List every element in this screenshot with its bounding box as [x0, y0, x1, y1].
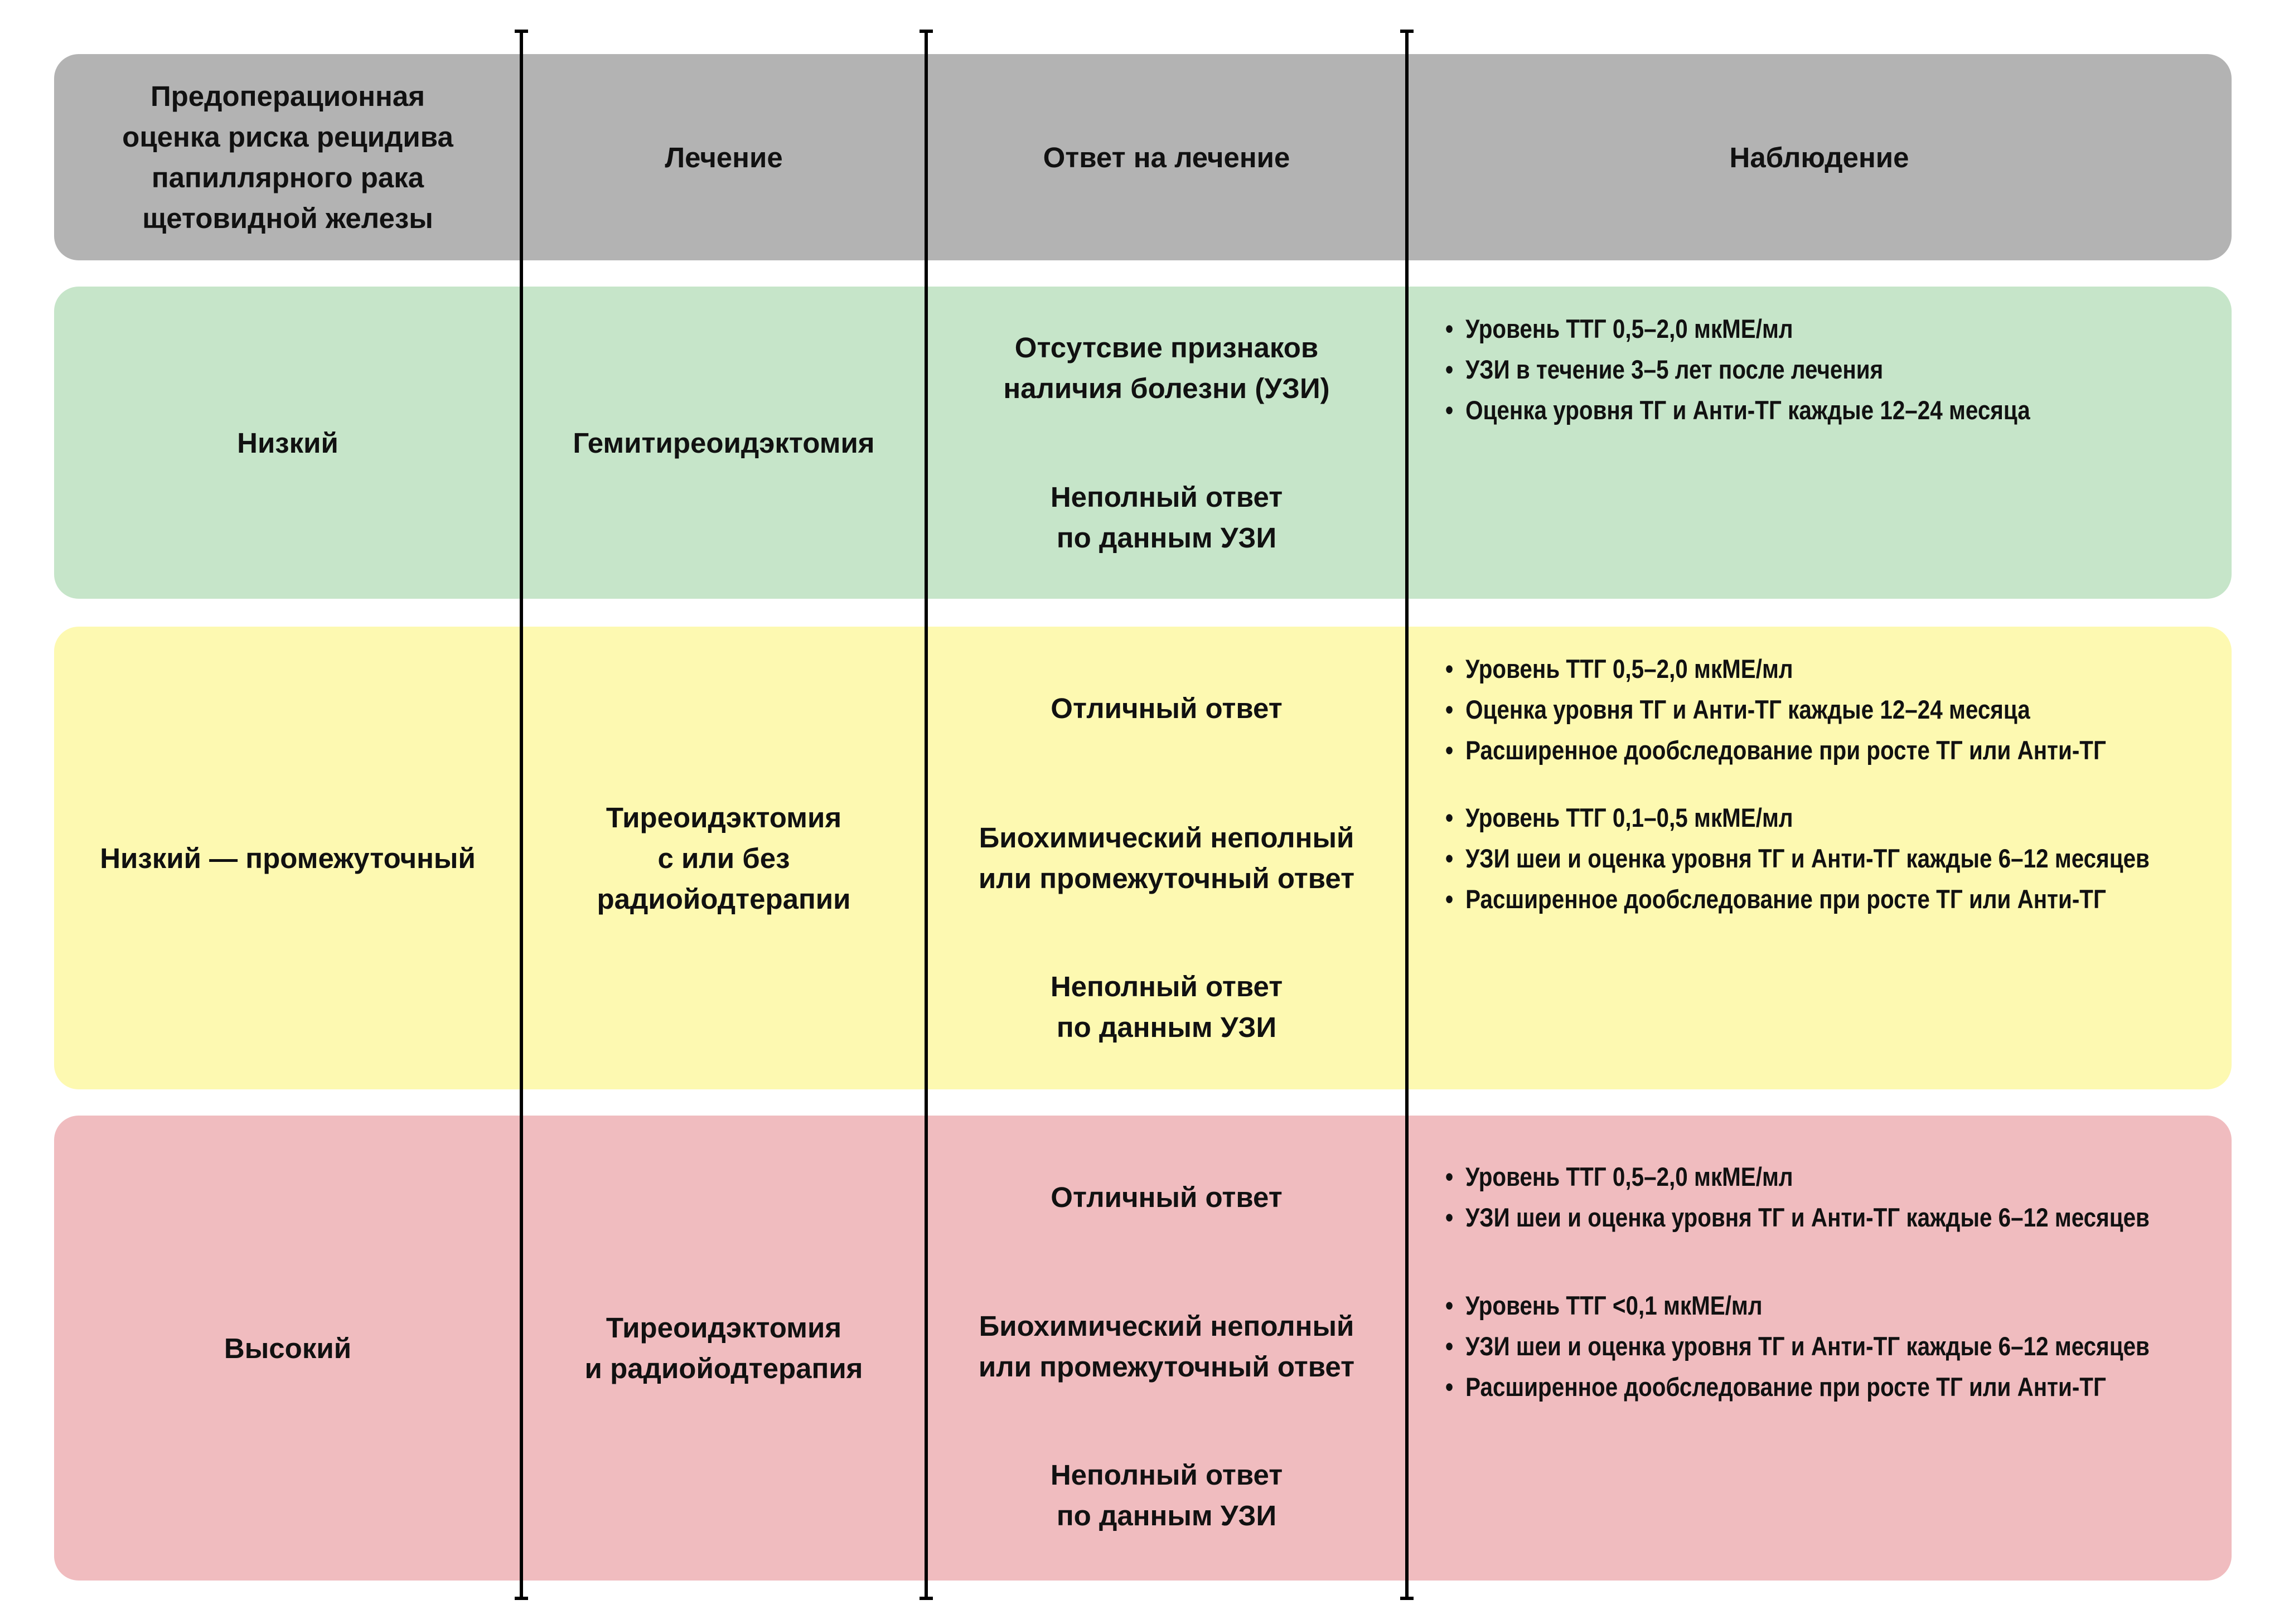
low-treatment-line: Гемитиреоидэктомия [573, 426, 875, 459]
observation-item: • УЗИ в течение 3–5 лет после лечения [1445, 355, 1884, 384]
observation-item: • УЗИ шеи и оценка уровня ТГ и Анти-ТГ каждые 6–12 месяцев [1445, 843, 2150, 873]
low-response-structural-incomplete [926, 477, 1407, 558]
treatment-line: радиойодтерапии [597, 883, 851, 915]
response-line: Отсутсвие признаков [1014, 332, 1319, 363]
treatment-line: Тиреоидэктомия [606, 1312, 842, 1344]
header-risk-line: щетовидной железы [142, 202, 433, 234]
response-line: наличия болезни (УЗИ) [1003, 372, 1330, 404]
high-risk-label-cell [54, 1116, 521, 1581]
treatment-line: Тиреоидэктомия [606, 801, 842, 833]
high-observation-group-2 [1445, 1285, 2150, 1407]
observation-item: • УЗИ шеи и оценка уровня ТГ и Анти-ТГ каждые 6–12 месяцев [1445, 1203, 2150, 1232]
low-intermediate-treatment-cell [521, 627, 926, 1089]
observation-item: • УЗИ шеи и оценка уровня ТГ и Анти-ТГ каждые 6–12 месяцев [1445, 1331, 2150, 1361]
response-line: или промежуточный ответ [978, 1351, 1355, 1383]
high-response-biochemical [926, 1306, 1407, 1387]
high-response-excellent [926, 1177, 1407, 1218]
low-intermediate-risk-label-cell [54, 627, 521, 1089]
high-observation-group-1 [1445, 1156, 2150, 1238]
low-risk-label: Низкий [237, 426, 338, 459]
high-response-structural-incomplete [926, 1455, 1407, 1536]
response-line: Отличный ответ [1051, 1181, 1283, 1213]
observation-item: • Уровень ТТГ <0,1 мкМЕ/мл [1445, 1291, 1763, 1320]
mid-response-structural-incomplete [926, 966, 1407, 1048]
low-observation-group-1 [1445, 308, 2117, 430]
treatment-line: и радиойодтерапия [584, 1352, 863, 1384]
column-divider-1 [520, 30, 523, 1600]
column-divider-3 [1405, 30, 1409, 1600]
response-line: Неполный ответ [1050, 971, 1283, 1002]
response-line: по данным УЗИ [1056, 1011, 1277, 1043]
low-treatment-cell [521, 287, 926, 599]
high-treatment-cell [521, 1116, 926, 1581]
observation-item: • Расширенное дообследование при росте ТГ или Анти-ТГ [1445, 884, 2106, 914]
header-risk-line: Предоперационная [151, 80, 425, 112]
header-risk-assessment [54, 54, 521, 260]
observation-item: • Расширенное дообследование при росте ТГ или Анти-ТГ [1445, 1372, 2106, 1402]
high-risk-label: Высокий [224, 1332, 352, 1364]
mid-observation-group-2 [1445, 797, 2150, 919]
column-divider-2 [925, 30, 928, 1600]
observation-item: • Уровень ТТГ 0,5–2,0 мкМЕ/мл [1445, 1162, 1793, 1191]
response-line: по данным УЗИ [1056, 1500, 1277, 1531]
header-observation-label: Наблюдение [1729, 141, 1909, 173]
response-line: Неполный ответ [1050, 1459, 1283, 1491]
observation-item: • Оценка уровня ТГ и Анти-ТГ каждые 12–24 месяца [1445, 395, 2030, 425]
header-treatment-label: Лечение [665, 141, 783, 173]
observation-item: • Уровень ТТГ 0,1–0,5 мкМЕ/мл [1445, 803, 1793, 832]
header-risk-line: оценка риска рецидива [122, 121, 453, 153]
header-risk-line: папиллярного рака [151, 162, 424, 193]
response-line: Биохимический неполный [979, 822, 1354, 854]
low-response-no-disease [926, 327, 1407, 409]
low-risk-label-cell [54, 287, 521, 599]
observation-item: • Уровень ТТГ 0,5–2,0 мкМЕ/мл [1445, 314, 1793, 343]
response-line: Неполный ответ [1050, 481, 1283, 513]
treatment-line: с или без [657, 842, 790, 874]
response-line: или промежуточный ответ [978, 862, 1355, 894]
low-intermediate-risk-label: Низкий — промежуточный [100, 842, 476, 874]
observation-item: • Оценка уровня ТГ и Анти-ТГ каждые 12–24 месяца [1445, 695, 2030, 724]
observation-item: • Расширенное дообследование при росте ТГ или Анти-ТГ [1445, 735, 2106, 765]
header-treatment [521, 54, 926, 260]
header-response-label: Ответ на лечение [1043, 141, 1290, 173]
observation-item: • Уровень ТТГ 0,5–2,0 мкМЕ/мл [1445, 654, 1793, 683]
header-response [926, 54, 1407, 260]
mid-response-excellent [926, 688, 1407, 729]
header-observation [1407, 54, 2232, 260]
mid-observation-group-1 [1445, 648, 2117, 770]
response-line: Отличный ответ [1051, 692, 1283, 724]
response-line: по данным УЗИ [1056, 522, 1277, 554]
mid-response-biochemical [926, 817, 1407, 899]
response-line: Биохимический неполный [979, 1310, 1354, 1342]
